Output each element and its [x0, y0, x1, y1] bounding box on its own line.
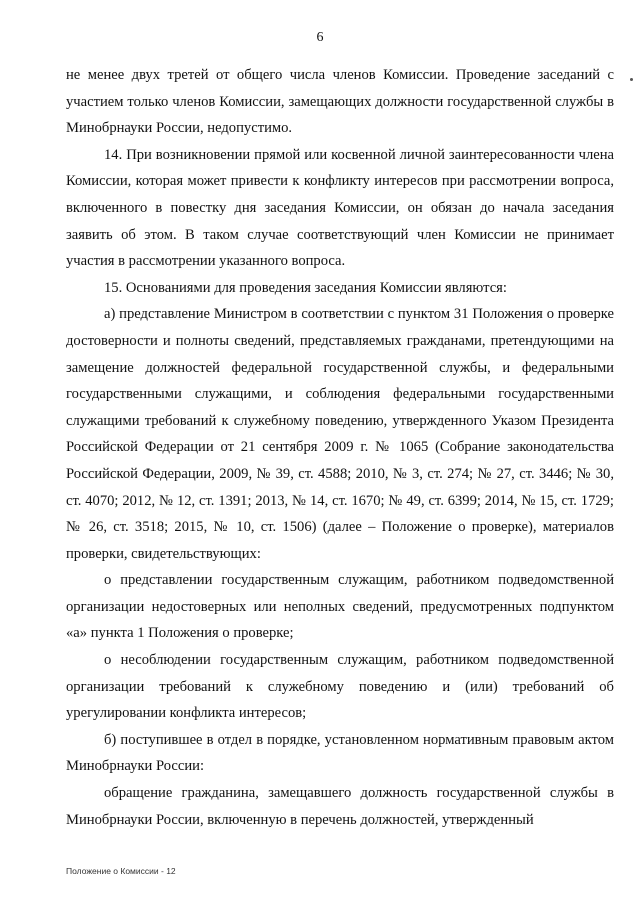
- paragraph-15b-item-1: обращение гражданина, замещавшего должность государственной службы в Минобрнауки России, включенную в перечень должностей, утвержденный: [66, 785, 614, 828]
- paragraph-14: 14. При возникновении прямой или косвенной личной заинтересованности члена Комиссии, которая может привести к конфликту интересов при рассмотрении вопроса, включенного в повестку дня заседания Комиссии, он обязан до начала заседания заявить об этом. В таком случае соответствующий член Комиссии не принимает участия в рассмотрении указанного вопроса.: [66, 146, 614, 270]
- paragraph-15a-item-1: о представлении государственным служащим, работником подведомственной организации недостоверных или неполных сведений, предусмотренных подпунктом «а» пункта 1 Положения о проверке;: [66, 572, 614, 642]
- paragraph-15: 15. Основаниями для проведения заседания Комиссии являются:: [104, 279, 507, 296]
- paragraph-continuation: не менее двух третей от общего числа членов Комиссии. Проведение заседаний с участием только членов Комиссии, замещающих должности государственной службы в Минобрнауки России, недопустимо.: [66, 67, 614, 137]
- page-footer: Положение о Комиссии - 12: [66, 866, 176, 876]
- paragraph-15a-item-2: о несоблюдении государственным служащим, работником подведомственной организации требований к служебному поведению и (или) требований об урегулировании конфликта интересов;: [66, 652, 614, 722]
- paragraph-15b: б) поступившее в отдел в порядке, установленном нормативным правовым актом Минобрнауки России:: [66, 731, 614, 775]
- paragraph-15a: а) представление Министром в соответствии с пунктом 31 Положения о проверке достоверности и полноты сведений, представляемых гражданами, претендующими на замещение должностей федеральной государственной службы, и федеральными государственными служащими, и соблюдения федеральными государственными служащими требований к служебному поведению, утвержденного Указом Президента Российской Федерации от 21 сентября 2009 г. № 1065 (Собрание законодательства Российской Федерации, 2009, № 39, ст. 4588; 2010, № 3, ст. 274; № 27, ст. 3446; № 30, ст. 4070; 2012, № 12, ст. 1391; 2013, № 14, ст. 1670; № 49, ст. 6399; 2014, № 15, ст. 1729; № 26, ст. 3518; 2015, № 10, ст. 1506) (далее – Положение о проверке), материалов проверки, свидетельствующих:: [66, 306, 614, 562]
- document-body: [66, 62, 614, 833]
- margin-mark: [630, 78, 633, 81]
- page-number: 6: [316, 30, 324, 45]
